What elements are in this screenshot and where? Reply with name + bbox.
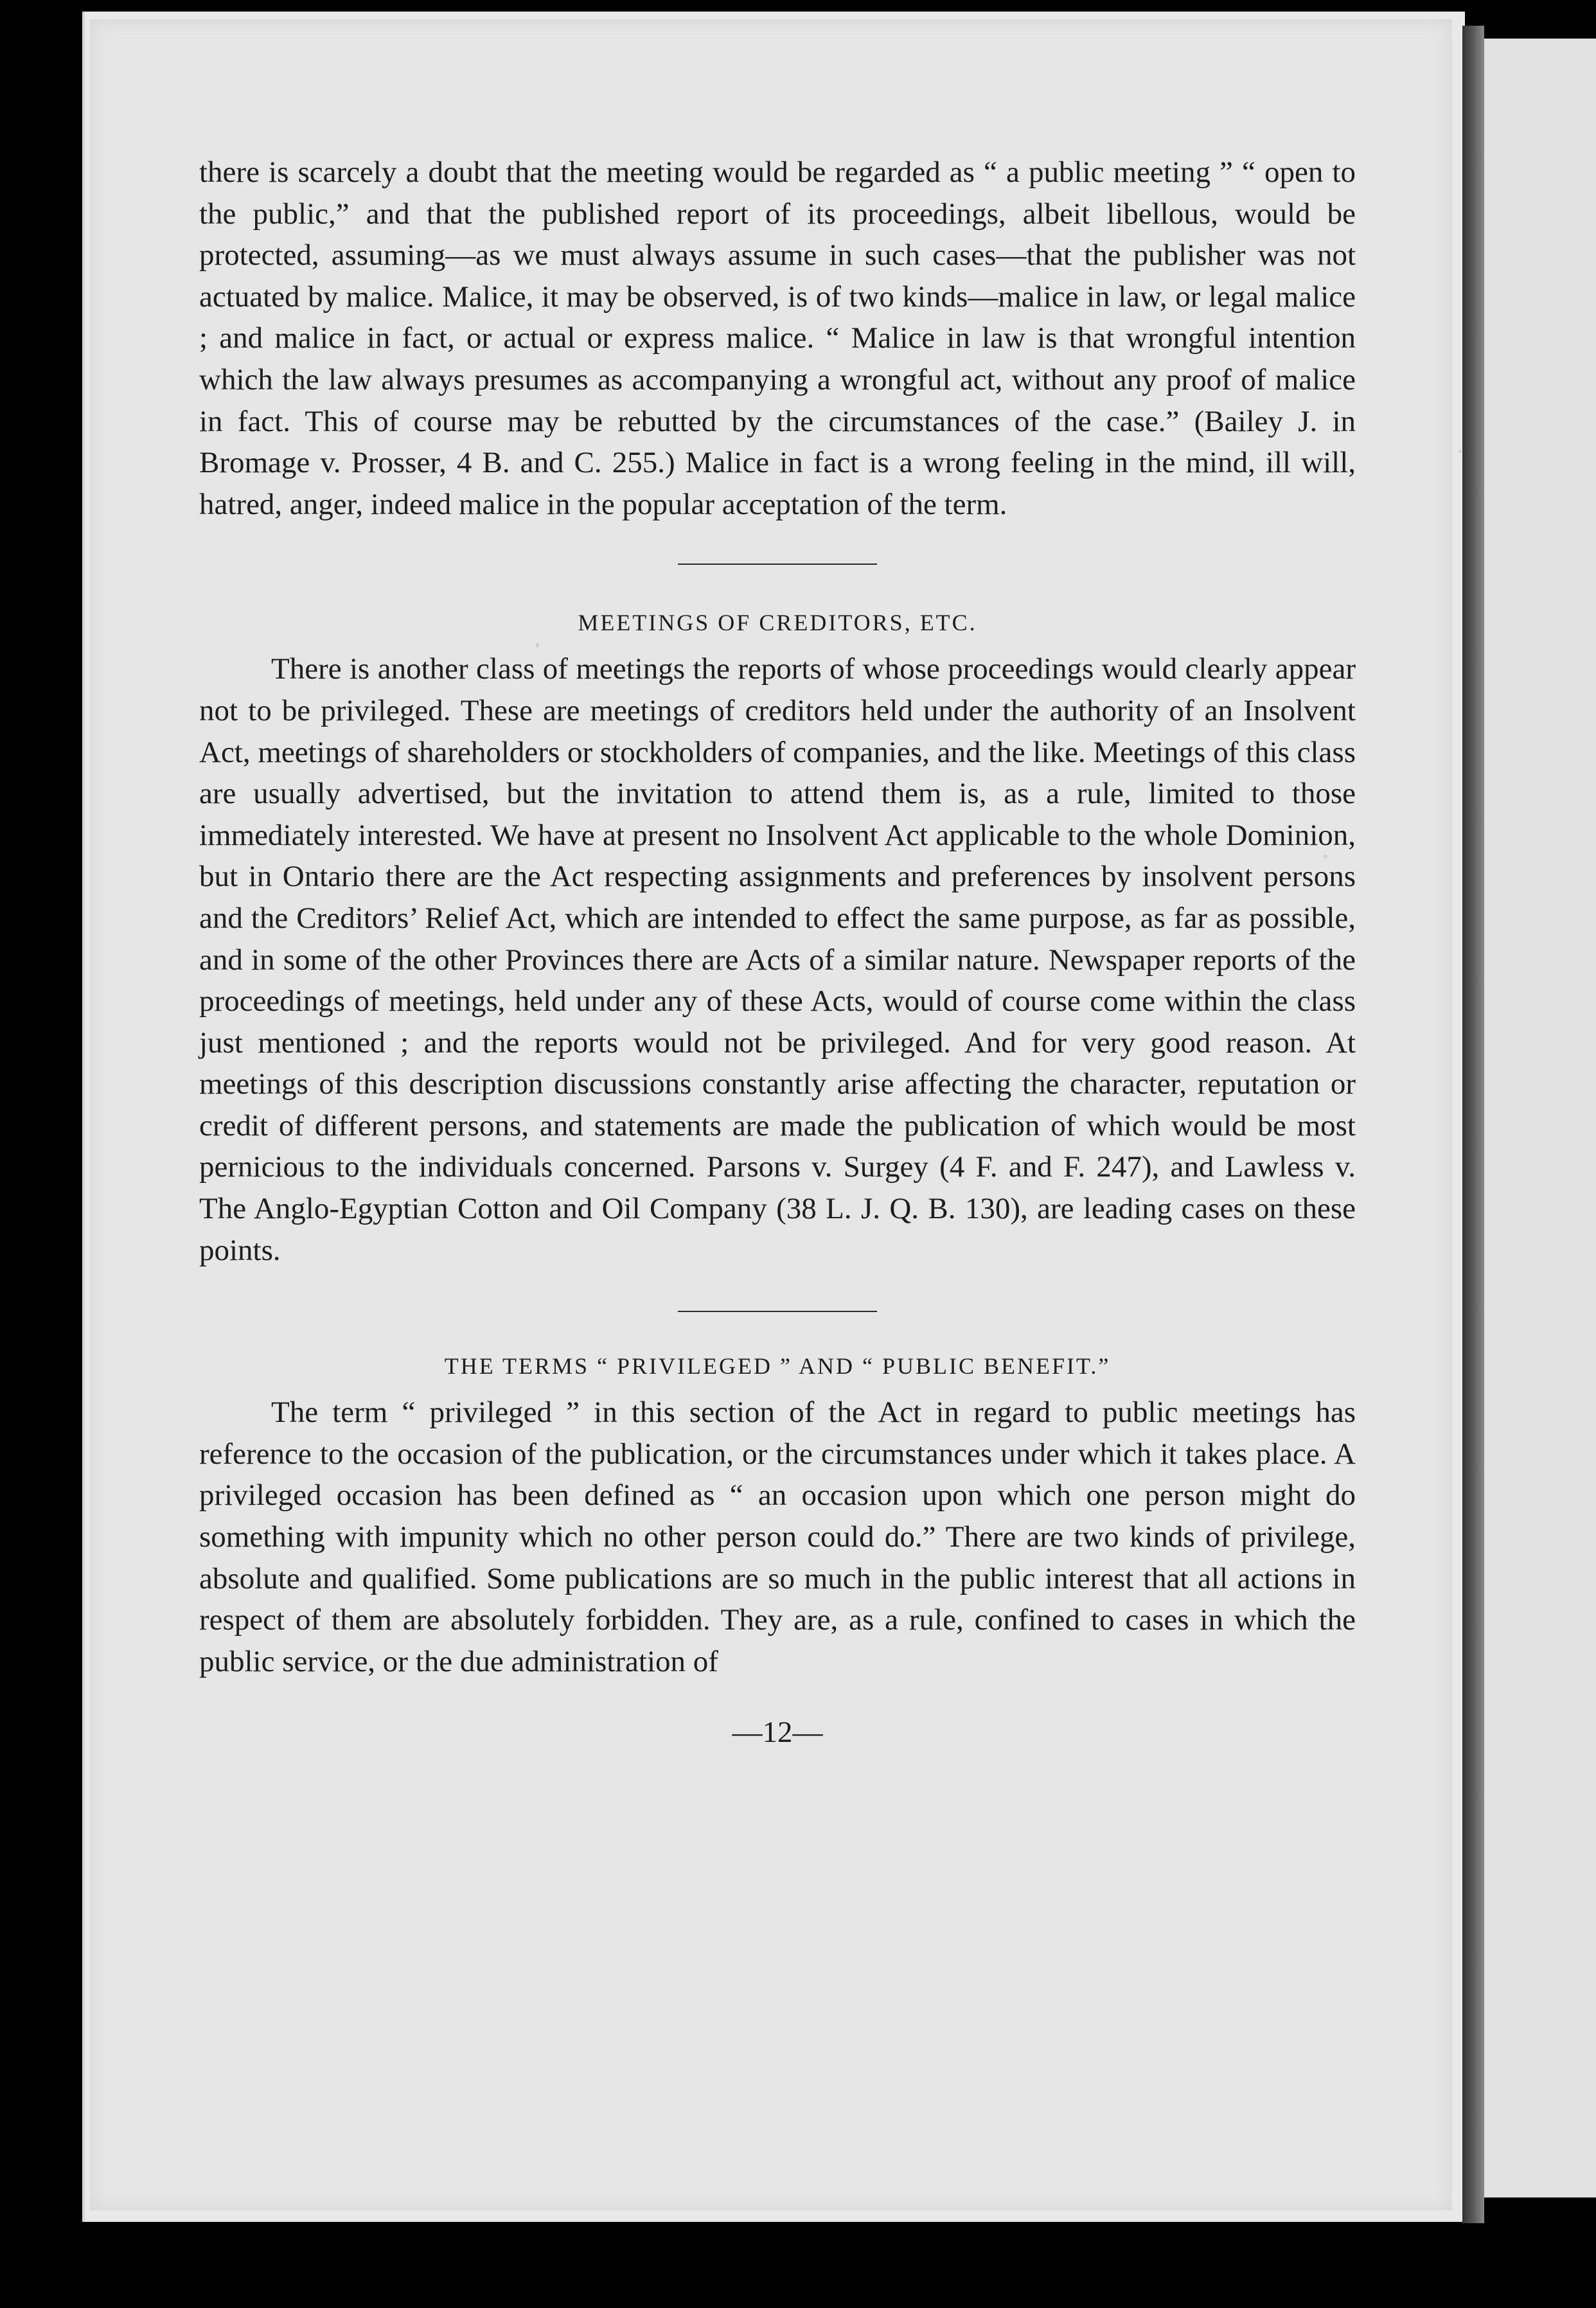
section-divider bbox=[678, 564, 877, 565]
scan-speck bbox=[1459, 450, 1462, 453]
section-heading-privileged-public-benefit: THE TERMS “ PRIVILEGED ” AND “ PUBLIC BENEFIT.” bbox=[444, 1353, 1111, 1380]
section-divider bbox=[678, 1311, 877, 1312]
paragraph-meetings-of-creditors: There is another class of meetings the reports of whose proceedings would clearly appear not to be privileged. These are meetings of creditors held under the authority of an Insolvent Act, meetings of shareholders or stockholders of companies, and the like. Meetings of this class are usually advertised, but the invitation to attend them is, as a rule, limited to those immediately interested. We have at present no Insolvent Act applicable to the whole Dominion, but in Ontario there are the Act respecting assignments and preferences by insolvent persons and the Creditors’ Relief Act, which are intended to effect the same purpose, as far as possible, and in some of the other Provinces there are Acts of a similar nature. Newspaper reports of the proceedings of meetings, held under any of these Acts, would of course come within the class just mentioned ; and the reports would not be privileged. And for very good reason. At meetings of this description discussions constantly arise affecting the character, reputation or credit of different persons, and statements are made the publication of which would be most pernicious to the individuals concerned. Parsons v. Surgey (4 F. and F. 247), and Lawless v. The Anglo-Egyptian Cotton and Oil Company (38 L. J. Q. B. 130), are leading cases on these points. bbox=[199, 652, 1356, 1267]
paragraph-privileged-term: The term “ privileged ” in this section of the Act in regard to public meetings has reference to the occasion of the publication, or the circumstances under which it takes place. A privileged occasion has been defined as “ an occasion upon which one person might do something with impunity which no other person could do.” There are two kinds of privilege, absolute and qualified. Some publications are so much in the public interest that all actions in respect of them are absolutely forbidden. They are, as a rule, confined to cases in which the public service, or the due administration of bbox=[199, 1396, 1356, 1678]
paragraph-continuation: there is scarcely a doubt that the meeting would be regarded as “ a public meeting ” “ open to the public,” and that the published report of its proceedings, albeit libellous, would be protected, assuming—as we must always assume in such cases—that the publisher was not actuated by malice. Malice, it may be observed, is of two kinds—malice in law, or legal malice ; and malice in fact, or actual or express malice. “ Malice in law is that wrongful intention which the law always presumes as accompanying a wrongful act, without any proof of malice in fact. This of course may be rebutted by the circumstances of the case.” (Bailey J. in Bromage v. Prosser, 4 B. and C. 255.) Malice in fact is a wrong feeling in the mind, ill will, hatred, anger, indeed malice in the popular acceptation of the term. bbox=[199, 155, 1356, 521]
page-text bbox=[199, 152, 1356, 1784]
page-number: —12— bbox=[732, 1716, 823, 1750]
book-gutter bbox=[1462, 26, 1484, 2223]
section-heading-meetings-of-creditors: MEETINGS OF CREDITORS, ETC. bbox=[578, 610, 977, 636]
facing-page-edge bbox=[1484, 39, 1596, 2197]
